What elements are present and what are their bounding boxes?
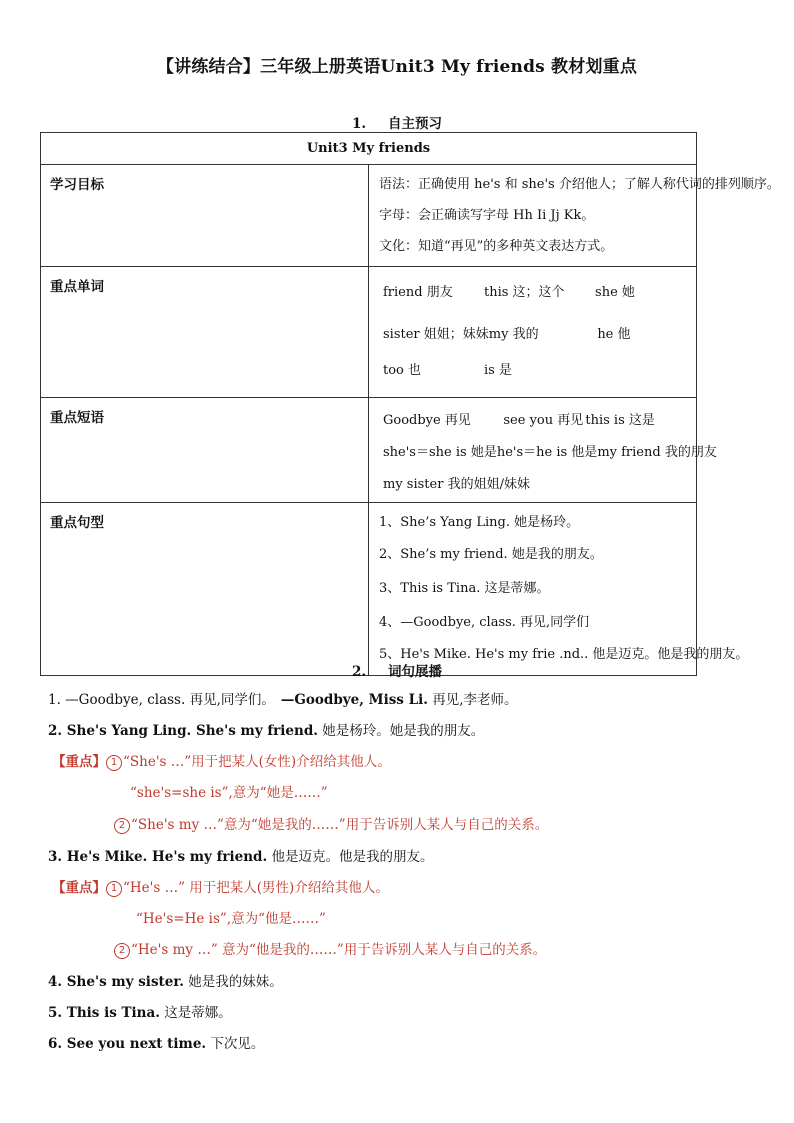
item-1-en2: —Goodbye, Miss Li. <box>280 692 428 708</box>
circled-number-1: 1 <box>106 881 122 897</box>
word-cell: he 他 <box>597 326 631 342</box>
goal-grammar: 语法：正确使用 he's 和 she's 介绍他人；了解人称代词的排列顺序。 <box>379 177 780 192</box>
sentences-content <box>369 503 749 676</box>
phrases-row <box>379 466 696 498</box>
phrase-cell: this is 这是 <box>585 412 655 428</box>
item-2 <box>48 719 484 739</box>
words-row <box>379 355 696 381</box>
section2-title: 词句展播 <box>388 664 443 680</box>
item-3-zh: 他是迈克。他是我的朋友。 <box>267 849 434 865</box>
key-point-tag: 【重点】 <box>52 880 106 896</box>
word-cell: is 是 <box>483 362 512 378</box>
goals-label: 学习目标 <box>41 165 369 267</box>
words-content <box>369 267 697 398</box>
word-cell: she 她 <box>595 284 635 300</box>
word-cell: this 这；这个 <box>483 284 565 300</box>
phrase-cell: see you 再见 <box>503 412 584 428</box>
word-cell: friend 朋友 <box>383 284 453 300</box>
phrases-row <box>379 402 696 434</box>
circled-number-2: 2 <box>114 943 130 959</box>
note-3-line-3 <box>114 938 546 959</box>
item-5-en: 5. This is Tina. <box>48 1005 160 1021</box>
item-2-en: 2. She's Yang Ling. She's my friend. <box>48 723 318 739</box>
note-2-line-2: “she's=she is”,意为“她是……” <box>130 785 328 801</box>
section1-number: 1. <box>351 116 367 132</box>
item-4-zh: 她是我的妹妹。 <box>183 974 283 990</box>
key-point-tag: 【重点】 <box>52 754 106 770</box>
sentence-line: 2、She’s my friend. 她是我的朋友。 <box>379 547 603 562</box>
sentence-line: 1、She’s Yang Ling. 她是杨玲。 <box>379 515 580 530</box>
note-3-point-1: “He's …” 用于把某人(男性)介绍给其他人。 <box>123 880 389 896</box>
phrases-row <box>379 434 717 466</box>
sentence-line: 3、This is Tina. 这是蒂娜。 <box>379 581 550 596</box>
word-cell: my 我的 <box>488 326 539 342</box>
item-4-en: 4. She's my sister. <box>48 974 184 990</box>
phrases-label: 重点短语 <box>41 398 369 503</box>
goal-letters: 字母：会正确读写字母 Hh Ii Jj Kk。 <box>379 208 595 223</box>
item-1 <box>48 688 518 708</box>
sentences-label: 重点句型 <box>41 503 369 676</box>
words-label: 重点单词 <box>41 267 369 398</box>
phrase-cell: she's＝she is 她是 <box>383 444 497 460</box>
item-6-zh: 下次见。 <box>206 1036 265 1052</box>
item-6-en: 6. See you next time. <box>48 1036 207 1052</box>
preview-table <box>40 132 780 676</box>
circled-number-2: 2 <box>114 818 130 834</box>
item-1-en: 1. —Goodbye, class. <box>48 692 186 708</box>
note-2-line-3 <box>114 813 548 834</box>
note-3-line-1 <box>52 876 389 897</box>
words-row <box>379 309 696 355</box>
item-4 <box>48 970 283 990</box>
document-title: 【讲练结合】三年级上册英语Unit3 My friends 教材划重点 <box>156 57 638 77</box>
phrase-cell: he's＝he is 他是 <box>496 444 598 460</box>
item-6 <box>48 1032 264 1052</box>
word-cell: too 也 <box>383 362 422 378</box>
item-1-zh: 再见,同学们。 <box>185 692 275 708</box>
word-cell: sister 姐姐；妹妹 <box>383 326 489 342</box>
phrase-cell: Goodbye 再见 <box>383 412 471 428</box>
note-2-line-1 <box>52 750 391 771</box>
note-3-point-2: “He's my …” 意为“他是我的……”用于告诉别人某人与自己的关系。 <box>131 942 547 958</box>
section1-title: 自主预习 <box>388 116 443 132</box>
item-3 <box>48 845 433 865</box>
section2-number: 2. <box>351 664 367 680</box>
note-2-point-1: “She's …”用于把某人(女性)介绍给其他人。 <box>123 754 391 770</box>
phrase-cell: my friend 我的朋友 <box>597 444 717 460</box>
sentence-line: 5、He's Mike. He's my frie .nd.. 他是迈克。他是我的朋友。 <box>379 647 749 662</box>
section2-heading <box>0 660 794 680</box>
item-3-en: 3. He's Mike. He's my friend. <box>48 849 268 865</box>
words-row <box>379 271 696 309</box>
phrases-content <box>369 398 717 503</box>
sentence-line: 4、—Goodbye, class. 再见,同学们 <box>379 615 590 630</box>
item-2-zh: 她是杨玲。她是我的朋友。 <box>317 723 485 739</box>
section1-heading <box>0 112 794 132</box>
phrase-cell: my sister 我的姐姐/妹妹 <box>383 476 530 492</box>
item-1-zh2: 再见,李老师。 <box>427 692 518 708</box>
unit-title: Unit3 My friends <box>41 133 697 165</box>
circled-number-1: 1 <box>106 755 122 771</box>
note-3-line-2: “He's=He is”,意为“他是……” <box>136 911 326 927</box>
goal-culture: 文化：知道“再见”的多种英文表达方式。 <box>379 239 614 254</box>
goals-content <box>369 165 780 267</box>
note-2-point-2: “She's my …”意为“她是我的……”用于告诉别人某人与自己的关系。 <box>131 817 549 833</box>
item-5-zh: 这是蒂娜。 <box>159 1005 232 1021</box>
item-5 <box>48 1001 232 1021</box>
